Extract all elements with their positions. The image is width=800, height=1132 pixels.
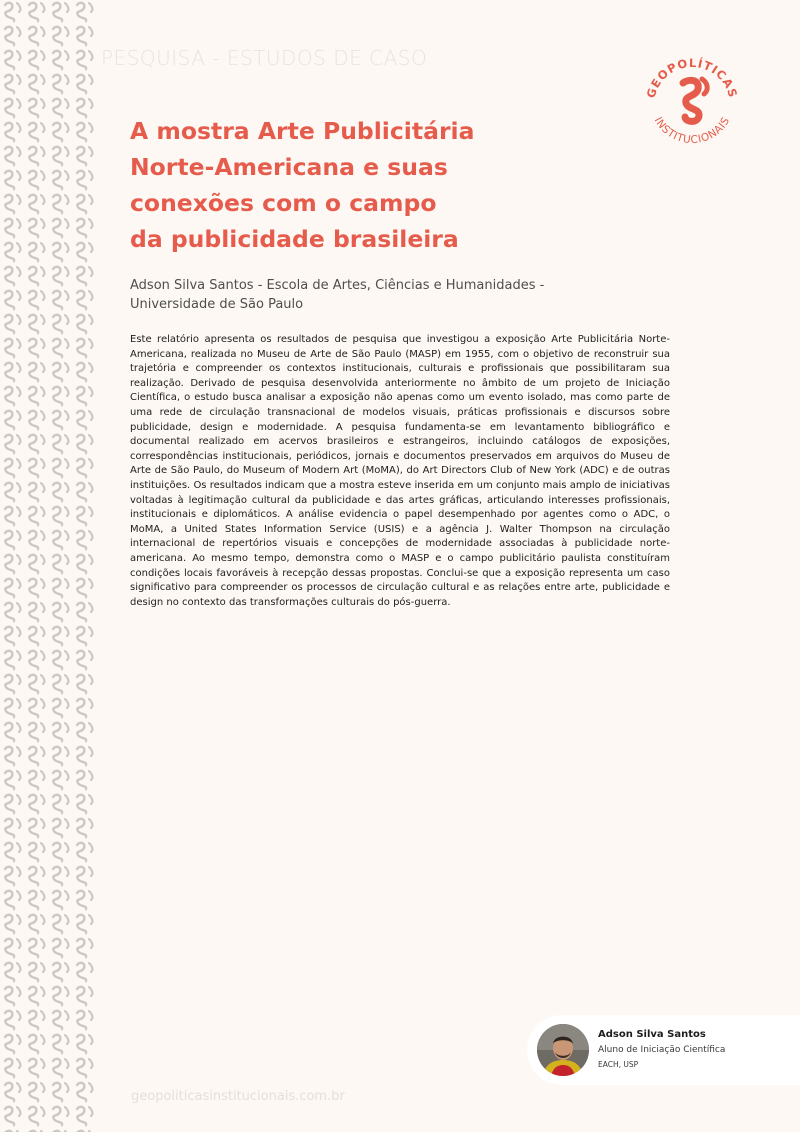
- author-affiliation-line: Adson Silva Santos - Escola de Artes, Ciências e Humanidades -: [130, 278, 545, 293]
- section-label: PESQUISA - ESTUDOS DE CASO: [101, 46, 428, 70]
- author-affiliation: [130, 276, 560, 314]
- abstract-text: Este relatório apresenta os resultados de pesquisa que investigou a exposição Arte Publicitária Norte-Americana, realizada no Museu de Arte de São Paulo (MASP) em 1955, com o objetivo de reconstruir sua trajetória e compreender os contextos institucionais, culturais e profissionais que possibilitaram sua realização. Derivado de pesquisa desenvolvida anteriormente no âmbito de um projeto de Iniciação Científica, o estudo busca analisar a exposição não apenas como um evento isolado, mas como parte de uma rede de circulação transnacional de modelos visuais, práticas profissionais e discursos sobre publicidade, design e modernidade. A pesquisa fundamenta-se em levantamento bibliográfico e documental realizado em acervos brasileiros e estrangeiros, incluindo catálogos de exposições, correspondências institucionais, periódicos, jornais e documentos preservados em arquivos do Museu de Arte de São Paulo, do Museum of Modern Art (MoMA), do Art Directors Club of New York (ADC) e de outras instituições. Os resultados indicam que a mostra esteve inserida em um conjunto mais amplo de iniciativas voltadas à legitimação cultural da publicidade e das artes gráficas, articulando interesses profissionais, institucionais e diplomáticos. A análise evidencia o papel desempenhado por agentes como o ADC, o MoMA, a United States Information Service (USIS) e a agência J. Walter Thompson na circulação internacional de repertórios visuais e concepções de modernidade associadas à publicidade norte-americana. Ao mesmo tempo, demonstra como o MASP e o campo publicitário paulista constituíram condições locais favoráveis à recepção dessas propostas. Conclui-se que a exposição representa um caso significativo para compreender os processos de circulação cultural e as relações entre arte, publicidade e design no contexto das transformações culturais do pós-guerra.: [130, 334, 670, 608]
- footer-url-link[interactable]: geopoliticasinstitucionais.com.br: [131, 1089, 345, 1104]
- decorative-side-pattern: [0, 0, 94, 1132]
- article-title: [130, 113, 560, 257]
- logo-g-icon: [683, 79, 707, 121]
- avatar: [537, 1024, 589, 1076]
- title-line: Norte-Americana e suas: [130, 153, 448, 181]
- author-card-name: Adson Silva Santos: [598, 1029, 706, 1040]
- logo-top-text: GEOPOLÍTICAS: [643, 55, 741, 100]
- title-line: A mostra Arte Publicitária: [130, 117, 475, 145]
- author-affiliation-line: Universidade de São Paulo: [130, 297, 304, 312]
- author-card: [527, 1015, 800, 1085]
- logo-bottom-text: INSTITUCIONAIS: [651, 115, 733, 147]
- title-line: conexões com o campo: [130, 189, 437, 217]
- author-card-institution: EACH, USP: [598, 1060, 639, 1069]
- geopoliticas-logo: [636, 45, 748, 157]
- title-line: da publicidade brasileira: [130, 225, 459, 253]
- author-card-role: Aluno de Iniciação Científica: [598, 1045, 726, 1055]
